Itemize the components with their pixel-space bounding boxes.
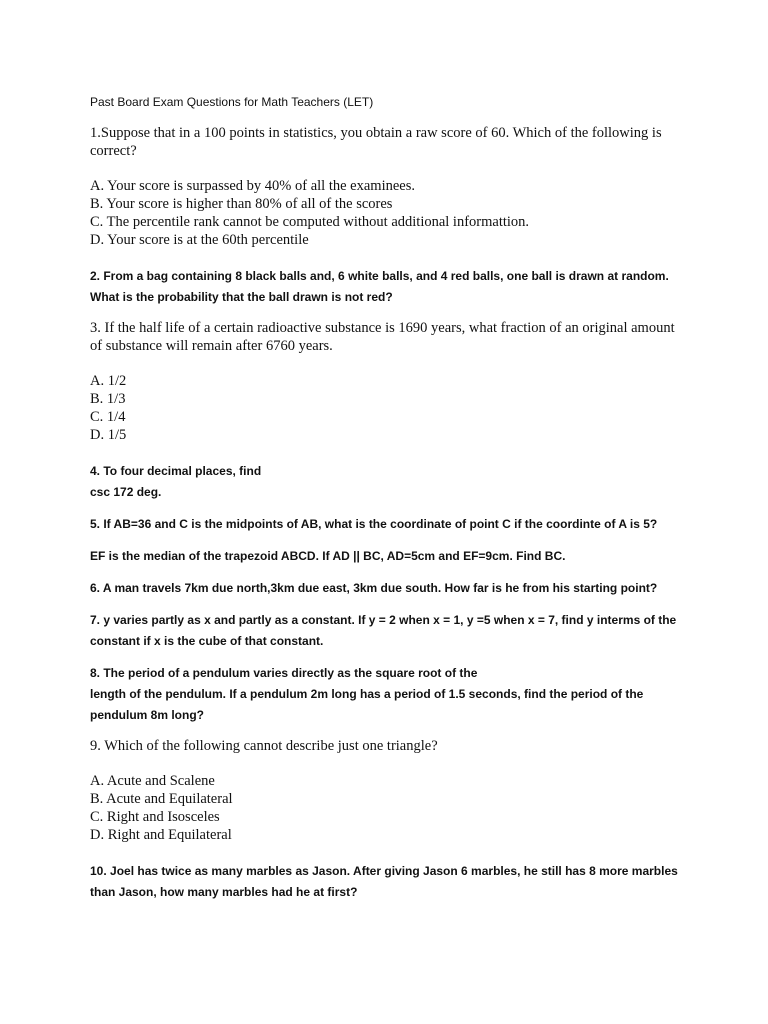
question-trapezoid-text: EF is the median of the trapezoid ABCD. If AD || BC, AD=5cm and EF=9cm. Find BC. (90, 549, 566, 563)
question-1-text: 1.Suppose that in a 100 points in statistics, you obtain a raw score of 60. Which of the following is correct? (90, 125, 662, 159)
question-8-line-3: pendulum 8m long? (90, 708, 204, 722)
question-8 (90, 663, 690, 726)
question-3-choice-b: B. 1/3 (90, 391, 126, 407)
question-3-choices (90, 372, 690, 444)
question-6-text: 6. A man travels 7km due north,3km due east, 3km due south. How far is he from his starting point? (90, 581, 658, 595)
question-1-choices (90, 177, 690, 249)
question-9-choice-a: A. Acute and Scalene (90, 773, 215, 789)
question-2-line-1: 2. From a bag containing 8 black balls and, 6 white balls, and 4 red balls, one ball is drawn at random. (90, 269, 669, 283)
question-1-choice-d: D. Your score is at the 60th percentile (90, 232, 309, 248)
question-4-line-2: csc 172 deg. (90, 485, 162, 499)
question-1-choice-b: B. Your score is higher than 80% of all of the scores (90, 196, 393, 212)
question-7 (90, 610, 690, 652)
question-9-choice-c: C. Right and Isosceles (90, 809, 220, 825)
question-5-text: 5. If AB=36 and C is the midpoints of AB, what is the coordinate of point C if the coordinte of A is 5? (90, 517, 658, 531)
question-3-text: 3. If the half life of a certain radioactive substance is 1690 years, what fraction of an original amount of substance will remain after 6760 years. (90, 320, 675, 354)
question-3-choice-c: C. 1/4 (90, 409, 126, 425)
question-9-choice-b: B. Acute and Equilateral (90, 791, 233, 807)
question-10-line-1: 10. Joel has twice as many marbles as Jason. After giving Jason 6 marbles, he still has 8 more marbles (90, 864, 678, 878)
question-7-line-1: 7. y varies partly as x and partly as a constant. If y = 2 when x = 1, y =5 when x = 7, find y interms of the (90, 613, 677, 627)
question-4 (90, 461, 690, 503)
question-10-line-2: than Jason, how many marbles had he at first? (90, 885, 358, 899)
question-9-choices (90, 772, 690, 844)
question-2-line-2: What is the probability that the ball drawn is not red? (90, 290, 393, 304)
question-3-choice-d: D. 1/5 (90, 427, 127, 443)
question-9-choice-d: D. Right and Equilateral (90, 827, 232, 843)
question-8-line-1: 8. The period of a pendulum varies directly as the square root of the (90, 666, 478, 680)
question-2 (90, 266, 690, 308)
question-10 (90, 861, 690, 903)
question-9-text: 9. Which of the following cannot describe just one triangle? (90, 738, 438, 754)
question-1-choice-c: C. The percentile rank cannot be computed without additional informattion. (90, 214, 530, 230)
question-4-line-1: 4. To four decimal places, find (90, 464, 262, 478)
question-8-line-2: length of the pendulum. If a pendulum 2m long has a period of 1.5 seconds, find the period of the (90, 687, 644, 701)
question-3-choice-a: A. 1/2 (90, 373, 127, 389)
document-title: Past Board Exam Questions for Math Teachers (LET) (90, 95, 374, 109)
question-1-choice-a: A. Your score is surpassed by 40% of all the examinees. (90, 178, 415, 194)
exam-document (90, 92, 690, 914)
question-7-line-2: constant if x is the cube of that constant. (90, 634, 324, 648)
